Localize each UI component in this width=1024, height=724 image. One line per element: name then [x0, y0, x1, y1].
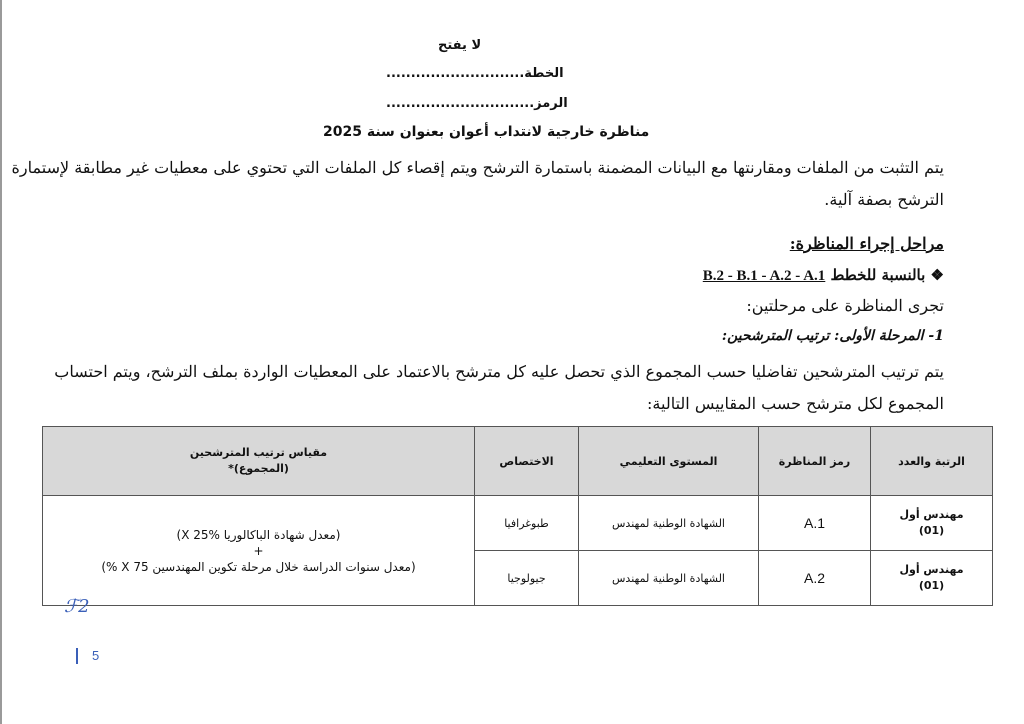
- header-code: رمز المناظرة: [759, 427, 871, 496]
- competition-title: مناظرة خارجية لانتداب أعوان بعنوان سنة 2025: [323, 124, 650, 140]
- header-criteria-line2: (المجموع)*: [228, 462, 289, 475]
- header-rank: الرتبة والعدد: [871, 427, 993, 496]
- rank-cell: [871, 496, 993, 551]
- handwritten-initials: ℱ2: [64, 596, 90, 617]
- code-cell: A.1: [759, 496, 871, 551]
- code-cell: A.2: [759, 551, 871, 606]
- table-header-row: [43, 427, 993, 496]
- rank-title: مهندس أول: [899, 508, 964, 521]
- rank-count: (01): [918, 579, 945, 592]
- rank-cell: [871, 551, 993, 606]
- page-number: 5: [92, 648, 100, 663]
- code-label: الرمز: [534, 96, 568, 111]
- header-level: المستوى التعليمي: [579, 427, 759, 496]
- header-specialty: الاختصاص: [475, 427, 579, 496]
- rank-title: مهندس أول: [899, 563, 964, 576]
- header-criteria-line1: مقياس ترتيب المترشحين: [189, 446, 328, 459]
- ranking-criteria-table: [42, 426, 993, 606]
- plan-label: الخطة: [524, 66, 564, 81]
- level-cell: الشهادة الوطنية لمهندس: [579, 551, 759, 606]
- confidential-label: لا يفتح: [438, 38, 482, 53]
- plan-codes: B.2 - B.1 - A.2 - A.1: [702, 268, 826, 284]
- header-criteria: [43, 427, 475, 496]
- intro-paragraph: [11, 152, 944, 216]
- stages-heading: مراحل إجراء المناظرة:: [789, 234, 944, 253]
- two-stages-text: تجرى المناظرة على مرحلتين:: [746, 296, 944, 315]
- page-number-bar: [76, 648, 78, 664]
- criteria-cell: [43, 496, 475, 606]
- ranking-paragraph: [54, 356, 944, 420]
- criteria-engineering: (معدل سنوات الدراسة خلال مرحلة تكوين المهندسين X 75 %): [101, 559, 416, 574]
- plans-label: بالنسبة للخطط: [830, 266, 926, 284]
- plans-bullet: [703, 266, 944, 285]
- plan-dots: ............................: [386, 66, 525, 81]
- criteria-bac: (معدل شهادة الباكالوريا X 25%): [176, 527, 341, 542]
- table-row: [43, 496, 993, 551]
- ranking-line-1: يتم ترتيب المترشحين تفاضليا حسب المجموع الذي تحصل عليه كل مترشح بالاعتماد على المعطيات الواردة بملف الترشح، ويتم احتساب: [54, 362, 944, 381]
- code-dots: ..............................: [386, 96, 535, 111]
- specialty-cell: طبوغرافيا: [475, 496, 579, 551]
- specialty-cell: جيولوجيا: [475, 551, 579, 606]
- plan-line: [386, 66, 564, 81]
- page-edge-line: [0, 0, 2, 724]
- level-cell: الشهادة الوطنية لمهندس: [579, 496, 759, 551]
- code-line: [386, 96, 568, 111]
- criteria-plus: +: [253, 543, 264, 558]
- intro-line-2: الترشح بصفة آلية.: [824, 190, 944, 209]
- ranking-line-2: المجموع لكل مترشح حسب المقاييس التالية:: [647, 394, 944, 413]
- rank-count: (01): [918, 524, 945, 537]
- intro-line-1: يتم التثبت من الملفات ومقارنتها مع البيانات المضمنة باستمارة الترشح ويتم إقصاء كل الملفات التي تحتوي على معطيات غير مطابقة لإستمارة: [11, 158, 944, 177]
- stage-one-title: 1- المرحلة الأولى: ترتيب المترشحين:: [721, 328, 944, 344]
- diamond-bullet-icon: ❖: [930, 266, 944, 284]
